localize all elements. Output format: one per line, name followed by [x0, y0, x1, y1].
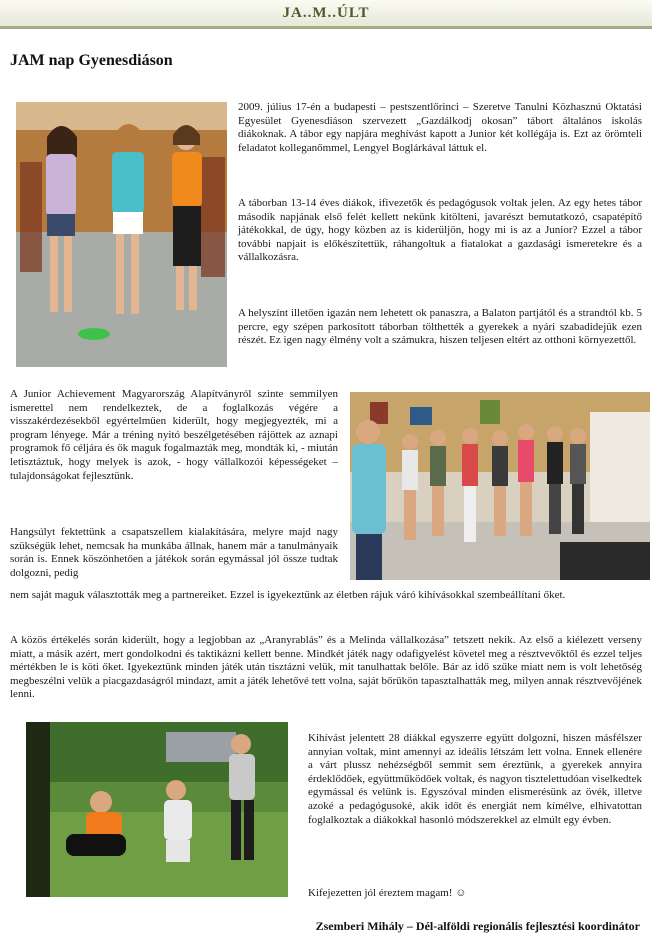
paragraph-junior-knowledge: A Junior Achievement Magyarország Alapítványról szinte semmilyen ismerettel nem rendelkeztek, de a foglalkozás végére a visszakérdezésekből egyértelműen kiderült, hogy megjegyezték, mi a program lényege. Már a tréning nyitó beszélgetésében rájöttek az aznapi programok fő céljára és ők maguk fogalmazták meg, mondták ki, - miután letisztáztuk, hogy melyek is azok, - hogy vállalkozói képességeket – tulajdonságokat fejlesztünk. — [10, 388, 338, 482]
paragraph-challenge: Kihívást jelentett 28 diákkal egyszerre együtt dolgozni, hiszen másfélszer annyian voltak, mint amennyi az ideális létszám lett volna. Ennek ellenére a várt plussz nehézségből semmit sem éreztünk, a gyerekek annyira érdeklődőek, együttműködőek voltak, és nagyon tisztelettudóan viselkedtek egymással és velünk is. Egyszóval minden elismerésünk az övék, illetve azoké a pedagógusoké, akik időt és energiát nem kímélve, elhivatottan foglalkoztak a diákokkal hasonló módszerekkel az elmúlt egy évben. — [308, 732, 642, 826]
paragraph-team-spirit: Hangsúlyt fektettünk a csapatszellem kialakítására, melyre majd nagy szükségük lehet, nemcsak ha munkába állnak, hanem már a tanulmányaik során is. Ennek köszönhetően a játékok során egymással jól össze tudtak dolgozni, pedig — [10, 526, 338, 579]
paragraph-evaluation: A közös értékelés során kiderült, hogy a legjobban az „Aranyrablás” és a Melinda vállalkozása” tetszett nekik. Az első a kiélezett verseny miatt, a másik azért, mert gondolkodni és taktikázni kellett benne. Mindkét játék nagy odafigyelést követel meg a résztvevőktől és ezzel teljes mértékben le is köti őket. Igyekeztünk minden játék után tisztázni velük, mit tanulhattak belőle. Bár az idő szűke miatt nem is volt lehetőség megbeszélni velük a piacgazdaságról mindazt, amit a játék lehetővé tett volna, saját bőrükön tapasztalhatták meg, milyen annak résztvevőjének lenni. — [10, 634, 642, 701]
paragraph-intro: 2009. július 17-én a budapesti – pestszentlőrinci – Szeretve Tanulni Közhasznú Oktatási Egyesület Gyenesdiáson szervezett „Gazdálkodj okosan” tábort általános iskolás diákoknak. A tábor egy napjára meghívást kapott a Junior két kollégája is. Ezt az örömteli feladatot kolleganőmmel, Lengyel Boglárkával láttuk el. — [238, 101, 642, 154]
photo-outdoor-game — [26, 722, 288, 897]
photo-outdoor-game-image — [26, 722, 288, 897]
photo-girls-standing — [16, 102, 227, 367]
article-title: JAM nap Gyenesdiáson — [10, 52, 173, 69]
photo-group-indoor-image — [350, 392, 650, 580]
photo-girls-standing-image — [16, 102, 227, 367]
paragraph-participants: A táborban 13-14 éves diákok, ifivezetők és pedagógusok voltak jelen. Az egy hetes tábor második napjának első felét kellett nekünk kitölteni, javarészt bemutatkozó, csapatépítő játékokkal, de úgy, hogy közben az is kiderüljön, hogy mi is az a Junior? Ezzel a tábor további napjait is előkészítettük, ráhangoltuk a fiatalokat a gazdasági ismeretekre és a vállalkozásra. — [238, 197, 642, 264]
masthead: JA..M..ÚLT — [0, 0, 652, 29]
photo-group-indoor — [350, 392, 650, 580]
author-signature: Zsemberi Mihály – Dél-alföldi regionális fejlesztési koordinátor — [315, 919, 640, 933]
paragraph-partners: nem saját maguk választották meg a partnereiket. Ezzel is igyekeztünk az életben rájuk váró kihívásokkal szembeállítani őket. — [10, 589, 566, 601]
paragraph-location: A helyszínt illetően igazán nem lehetett ok panaszra, a Balaton partjától és a strandtól kb. 5 percre, egy szépen parkosított táborban tölthették a gyerekek a nyári szabadidejük ezen részét. Ez igen nagy élmény volt a számukra, hiszen teljesen eltért az otthoni környezettől. — [238, 307, 642, 347]
paragraph-closing: Kifejezetten jól éreztem magam! ☺ — [308, 887, 467, 899]
